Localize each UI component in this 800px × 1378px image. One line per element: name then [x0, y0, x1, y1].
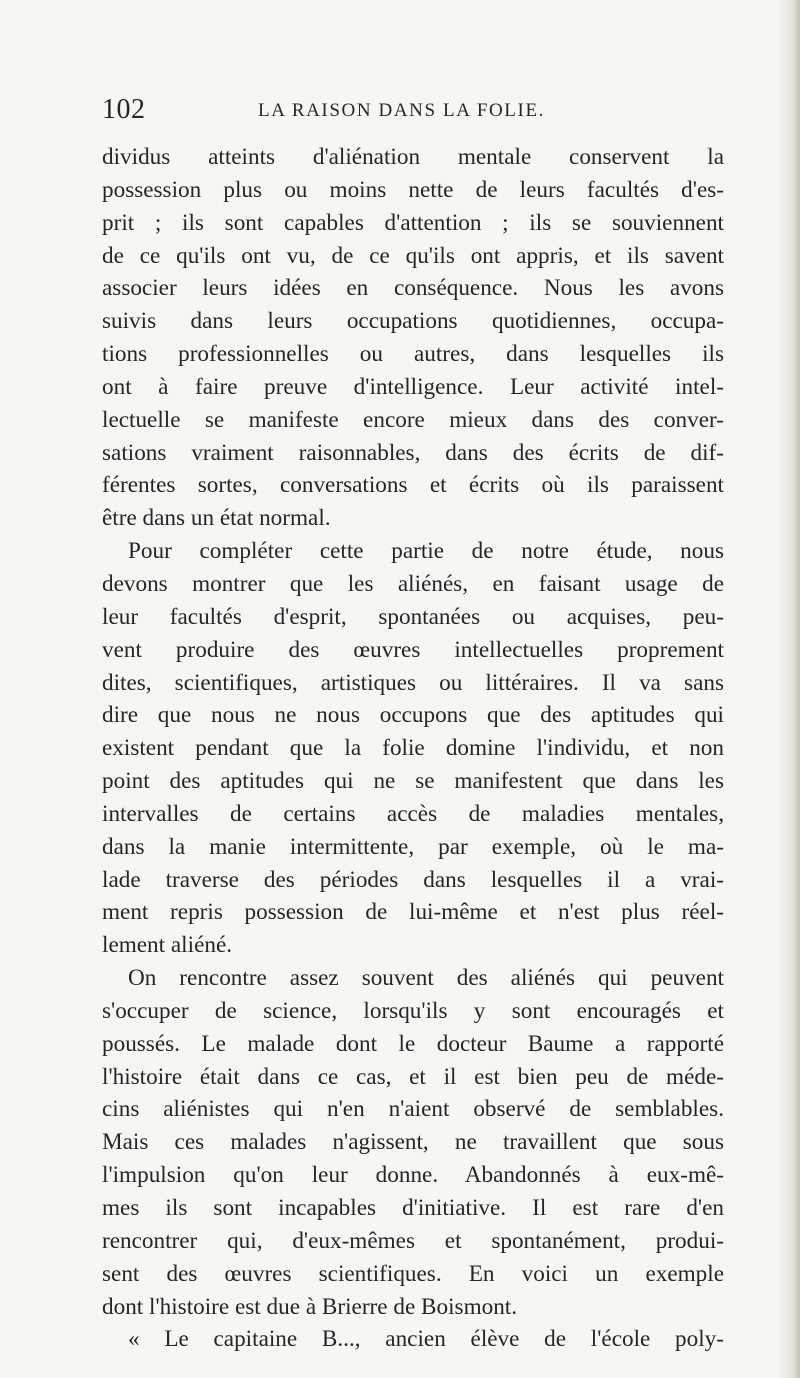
- text-line: intervalles de certains accès de maladies mentales,: [102, 800, 724, 827]
- text-line: lement aliéné.: [102, 932, 233, 959]
- text-line: poussés. Le malade dont le docteur Baume a rapporté: [102, 1030, 724, 1057]
- text-line: rencontrer qui, d'eux-mêmes et spontanément, produi-: [102, 1227, 724, 1254]
- text-line: lectuelle se manifeste encore mieux dans des conver-: [102, 406, 724, 433]
- text-line: l'histoire était dans ce cas, et il est bien peu de méde-: [102, 1063, 724, 1090]
- text-line: férentes sortes, conversations et écrits où ils paraissent: [102, 472, 724, 499]
- text-line: s'occuper de science, lorsqu'ils y sont encouragés et: [102, 997, 724, 1024]
- text-line: ont à faire preuve d'intelligence. Leur activité intel-: [102, 373, 724, 400]
- text-line: dont l'histoire est due à Brierre de Boismont.: [102, 1293, 518, 1320]
- text-line: Pour compléter cette partie de notre étude, nous: [128, 538, 724, 565]
- text-line: dans la manie intermittente, par exemple, où le ma-: [102, 833, 724, 860]
- text-line: lade traverse des périodes dans lesquelles il a vrai-: [102, 866, 724, 893]
- page-number: 102: [102, 94, 146, 125]
- text-line: prit ; ils sont capables d'attention ; ils se souviennent: [102, 209, 724, 236]
- text-line: existent pendant que la folie domine l'individu, et non: [102, 735, 724, 762]
- text-line: point des aptitudes qui ne se manifestent que dans les: [102, 768, 724, 795]
- text-line: être dans un état normal.: [102, 505, 331, 532]
- text-line: dire que nous ne nous occupons que des aptitudes qui: [102, 702, 724, 729]
- text-line: dividus atteints d'aliénation mentale conservent la: [102, 144, 724, 170]
- body-text: [102, 141, 724, 1356]
- text-line: suivis dans leurs occupations quotidiennes, occupa-: [102, 308, 724, 335]
- text-line: ment repris possession de lui-même et n'est plus réel-: [102, 899, 724, 926]
- text-line: tions professionnelles ou autres, dans lesquelles ils: [102, 341, 724, 368]
- text-line: vent produire des œuvres intellectuelles proprement: [102, 636, 724, 663]
- text-line: associer leurs idées en conséquence. Nous les avons: [102, 275, 724, 302]
- text-line: sent des œuvres scientifiques. En voici un exemple: [102, 1260, 724, 1287]
- text-line: On rencontre assez souvent des aliénés qui peuvent: [128, 965, 724, 992]
- text-line: Mais ces malades n'agissent, ne travaillent que sous: [102, 1129, 724, 1156]
- text-line: cins aliénistes qui n'en n'aient observé de semblables.: [102, 1096, 724, 1123]
- page-edge-shadow: [778, 0, 800, 1378]
- text-line: leur facultés d'esprit, spontanées ou acquises, peu-: [102, 603, 724, 630]
- text-line: mes ils sont incapables d'initiative. Il est rare d'en: [102, 1195, 724, 1221]
- page-header: [102, 94, 742, 126]
- text-line: sations vraiment raisonnables, dans des écrits de dif-: [102, 439, 724, 466]
- text-line: dites, scientifiques, artistiques ou littéraires. Il va sans: [102, 669, 724, 696]
- running-title: LA RAISON DANS LA FOLIE.: [258, 100, 545, 121]
- text-line: l'impulsion qu'on leur donne. Abandonnés à eux-mê-: [102, 1162, 724, 1189]
- text-line: « Le capitaine B..., ancien élève de l'école poly-: [128, 1326, 724, 1353]
- text-line: devons montrer que les aliénés, en faisant usage de: [102, 570, 724, 597]
- text-line: possession plus ou moins nette de leurs facultés d'es-: [102, 176, 724, 203]
- text-line: de ce qu'ils ont vu, de ce qu'ils ont appris, et ils savent: [102, 242, 724, 269]
